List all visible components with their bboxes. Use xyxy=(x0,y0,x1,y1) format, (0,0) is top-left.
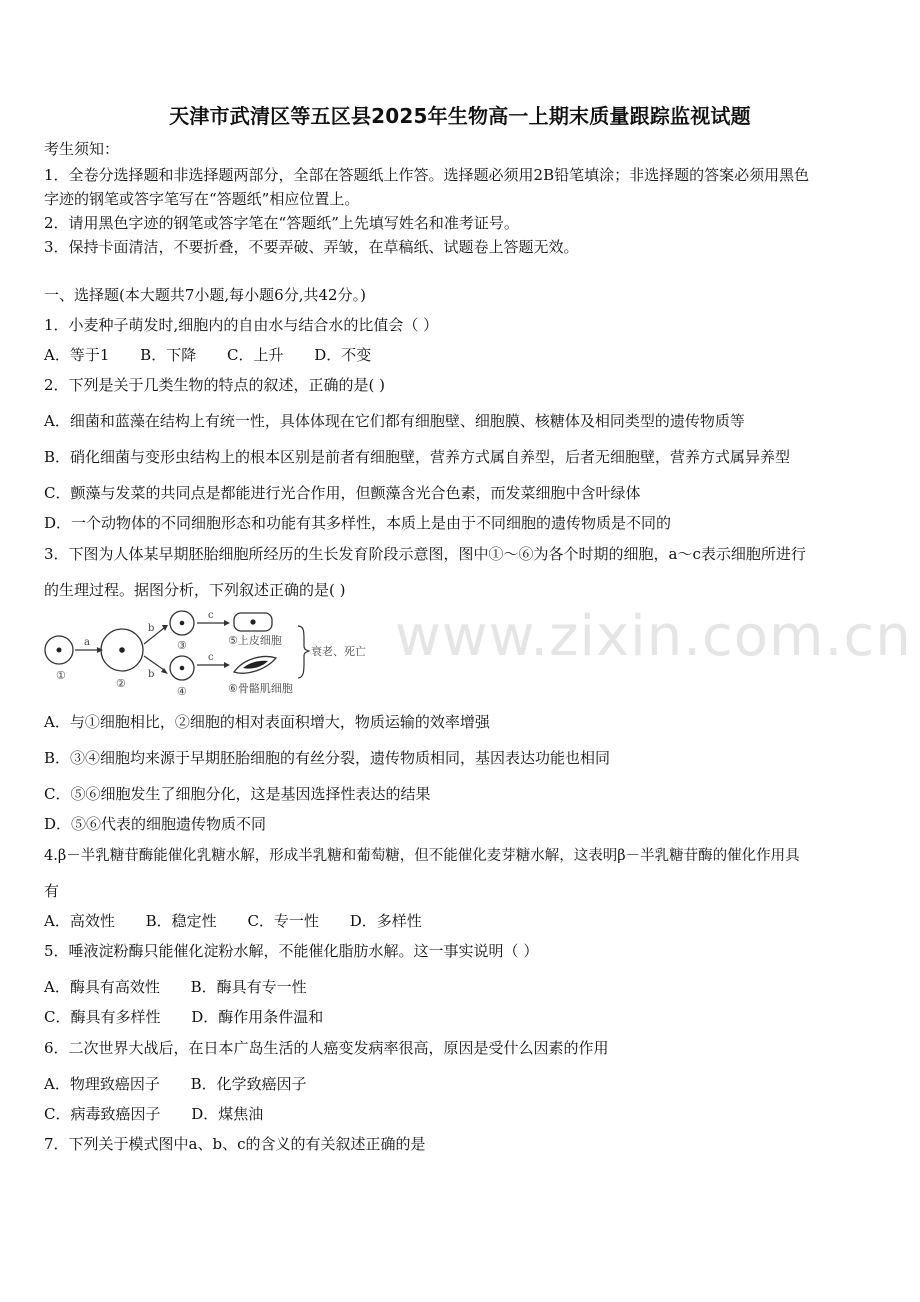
label-outcome: 衰老、死亡 xyxy=(311,645,366,658)
question-5-options-row-1 xyxy=(44,976,333,997)
question-3-option-c: C．⑤⑥细胞发生了细胞分化，这是基因选择性表达的结果 xyxy=(44,785,431,803)
option-d: D．不变 xyxy=(314,346,372,364)
question-6-stem: 6．二次世界大战后，在日本广岛生活的人癌变发病率很高，原因是受什么因素的作用 xyxy=(44,1039,609,1057)
question-2-stem: 2．下列是关于几类生物的特点的叙述，正确的是( ) xyxy=(44,376,386,394)
notice-item: 字迹的钢笔或答字笔写在“答题纸”相应位置上。 xyxy=(44,190,360,208)
label-cell-6: ⑥骨骼肌细胞 xyxy=(228,682,293,695)
option-d: D．酶作用条件温和 xyxy=(191,1008,324,1026)
cell-development-diagram xyxy=(40,606,380,698)
question-3-option-b: B．③④细胞均来源于早期胚胎细胞的有丝分裂，遗传物质相同，基因表达功能也相同 xyxy=(44,749,611,767)
question-2-option-b: B．硝化细菌与变形虫结构上的根本区别是前者有细胞壁，营养方式属自养型，后者无细胞壁，营养方式属异养型 xyxy=(44,448,791,466)
watermark: www.zixin.com.cn xyxy=(395,604,912,669)
question-3-option-d: D．⑤⑥代表的细胞遗传物质不同 xyxy=(44,815,267,833)
option-a: A．高效性 xyxy=(44,912,115,930)
option-d: D．多样性 xyxy=(349,912,422,930)
label-cell-4: ④ xyxy=(177,685,187,698)
notice-item: 1．全卷分选择题和非选择题两部分，全部在答题纸上作答。选择题必须用2B铅笔填涂；非选择题的答案必须用黑色 xyxy=(44,166,810,184)
label-process-c-upper: c xyxy=(208,610,214,621)
question-1-options xyxy=(44,344,397,365)
question-2-option-c: C．颤藻与发菜的共同点是都能进行光合作用，但颤藻含光合色素，而发菜细胞中含叶绿体 xyxy=(44,484,641,502)
question-2-option-a: A．细菌和蓝藻在结构上有统一性，具体体现在它们都有细胞壁、细胞膜、核糖体及相同类型的遗传物质等 xyxy=(44,412,745,430)
option-c: C．专一性 xyxy=(247,912,319,930)
page-title: 天津市武清区等五区县2025年生物高一上期末质量跟踪监视试题 xyxy=(169,104,751,128)
option-b: B．化学致癌因子 xyxy=(190,1075,307,1093)
question-4-options xyxy=(44,910,448,931)
option-c: C．上升 xyxy=(226,346,284,364)
cell-2-nucleus xyxy=(119,647,125,653)
question-3-stem-line-2: 的生理过程。据图分析，下列叙述正确的是( ) xyxy=(44,581,346,599)
question-7-stem: 7．下列关于模式图中a、b、c的含义的有关叙述正确的是 xyxy=(44,1135,426,1153)
question-3-stem-line-1: 3．下图为人体某早期胚胎细胞所经历的生长发育阶段示意图，图中①～⑥为各个时期的细胞，a～c表示细胞所进行 xyxy=(44,545,806,563)
option-b: B．下降 xyxy=(140,346,197,364)
question-4-stem-line-2: 有 xyxy=(44,882,60,900)
question-4-stem-line-1: 4.β－半乳糖苷酶能催化乳糖水解，形成半乳糖和葡萄糖，但不能催化麦芽糖水解，这表明β－半乳糖苷酶的催化作用具 xyxy=(44,848,800,864)
question-1-stem: 1．小麦种子萌发时,细胞内的自由水与结合水的比值会（ ） xyxy=(44,316,439,334)
notice-item: 2．请用黑色字迹的钢笔或答字笔在“答题纸”上先填写姓名和准考证号。 xyxy=(44,214,519,232)
brace xyxy=(298,626,309,678)
option-c: C．酶具有多样性 xyxy=(44,1008,161,1026)
option-d: D．煤焦油 xyxy=(191,1105,264,1123)
question-6-options-row-2 xyxy=(44,1103,289,1124)
question-5-stem: 5．唾液淀粉酶只能催化淀粉水解，不能催化脂肪水解。这一事实说明（ ） xyxy=(44,942,539,960)
notice-heading: 考生须知： xyxy=(44,140,120,158)
label-cell-3: ③ xyxy=(177,639,187,652)
label-process-c-lower: c xyxy=(208,652,214,663)
label-cell-5: ⑤上皮细胞 xyxy=(228,634,282,647)
option-a: A．等于1 xyxy=(44,346,110,364)
option-b: B．稳定性 xyxy=(145,912,217,930)
label-process-b-upper: b xyxy=(148,623,155,634)
question-2-option-d: D．一个动物体的不同细胞形态和功能有其多样性，本质上是由于不同细胞的遗传物质是不同的 xyxy=(44,514,672,532)
option-b: B．酶具有专一性 xyxy=(190,978,307,996)
section-heading: 一、选择题(本大题共7小题,每小题6分,共42分。) xyxy=(44,286,366,304)
option-a: A．物理致癌因子 xyxy=(44,1075,160,1093)
label-process-a: a xyxy=(84,637,90,648)
question-6-options-row-1 xyxy=(44,1073,333,1094)
label-process-b-lower: b xyxy=(148,669,155,680)
label-cell-2: ② xyxy=(116,677,126,690)
question-3-option-a: A．与①细胞相比，②细胞的相对表面积增大，物质运输的效率增强 xyxy=(44,713,490,731)
cell-1-nucleus xyxy=(57,648,62,653)
question-5-options-row-2 xyxy=(44,1006,349,1027)
option-a: A．酶具有高效性 xyxy=(44,978,160,996)
notice-item: 3．保持卡面清洁，不要折叠，不要弄破、弄皱，在草稿纸、试题卷上答题无效。 xyxy=(44,238,579,256)
arrow-b-lower xyxy=(144,656,164,670)
label-cell-1: ① xyxy=(56,669,66,682)
option-c: C．病毒致癌因子 xyxy=(44,1105,161,1123)
